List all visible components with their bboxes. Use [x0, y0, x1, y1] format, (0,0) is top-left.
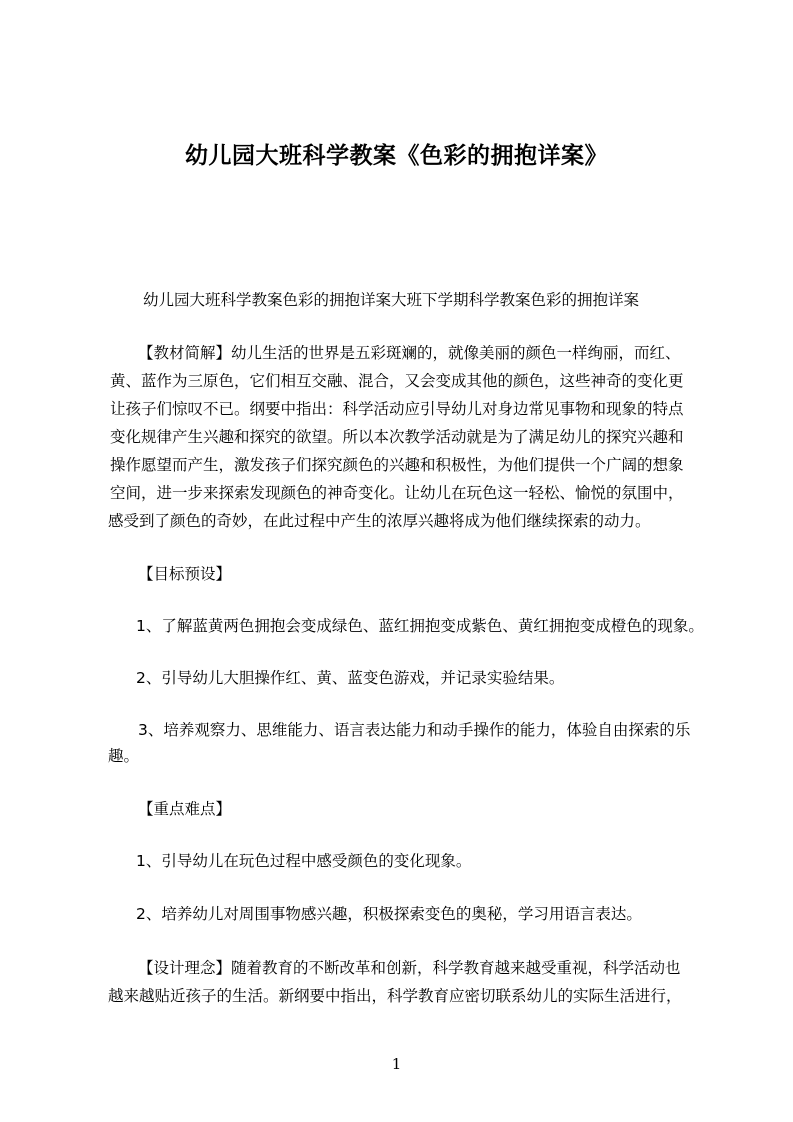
keypoints-heading: 【重点难点】 [138, 800, 232, 818]
intro-line-1: 【教材简解】幼儿生活的世界是五彩斑斓的，就像美丽的颜色一样绚丽，而红、 [138, 344, 681, 362]
goals-heading: 【目标预设】 [138, 565, 232, 583]
goal-2: 2、引导幼儿大胆操作红、黄、蓝变色游戏，并记录实验结果。 [136, 669, 565, 687]
subtitle: 幼儿园大班科学教案色彩的拥抱详案大班下学期科学教案色彩的拥抱详案 [143, 291, 640, 309]
intro-line-3: 让孩子们惊叹不已。纲要中指出：科学活动应引导幼儿对身边常见事物和现象的特点 [110, 400, 684, 418]
keypoint-1: 1、引导幼儿在玩色过程中感受颜色的变化现象。 [136, 852, 472, 870]
document-title: 幼儿园大班科学教案《色彩的拥抱详案》 [185, 143, 608, 169]
intro-line-5: 操作愿望而产生，激发孩子们探究颜色的兴趣和积极性，为他们提供一个广阔的想象 [110, 456, 684, 474]
intro-line-2: 黄、蓝作为三原色，它们相互交融、混合，又会变成其他的颜色，这些神奇的变化更 [110, 372, 684, 390]
intro-line-7: 感受到了颜色的奇妙，在此过程中产生的浓厚兴趣将成为他们继续探索的动力。 [108, 512, 651, 530]
intro-line-4: 变化规律产生兴趣和探究的欲望。所以本次教学活动就是为了满足幼儿的探究兴趣和 [110, 428, 684, 446]
goal-3-line-2: 趣。 [108, 747, 140, 765]
intro-line-6: 空间，进一步来探索发现颜色的神奇变化。让幼儿在玩色这一轻松、愉悦的氛围中， [110, 484, 684, 502]
page-number: 1 [391, 1055, 402, 1073]
design-line-1: 【设计理念】随着教育的不断改革和创新，科学教育越来越受重视，科学活动也 [138, 959, 681, 977]
keypoint-2: 2、培养幼儿对周围事物感兴趣，积极探索变色的奥秘，学习用语言表达。 [136, 905, 642, 923]
goal-3-line-1: 3、培养观察力、思维能力、语言表达能力和动手操作的能力，体验自由探索的乐 [138, 721, 691, 739]
goal-1: 1、了解蓝黄两色拥抱会变成绿色、蓝红拥抱变成紫色、黄红拥抱变成橙色的现象。 [136, 617, 704, 635]
design-line-2: 越来越贴近孩子的生活。新纲要中指出，科学教育应密切联系幼儿的实际生活进行， [108, 987, 682, 1005]
